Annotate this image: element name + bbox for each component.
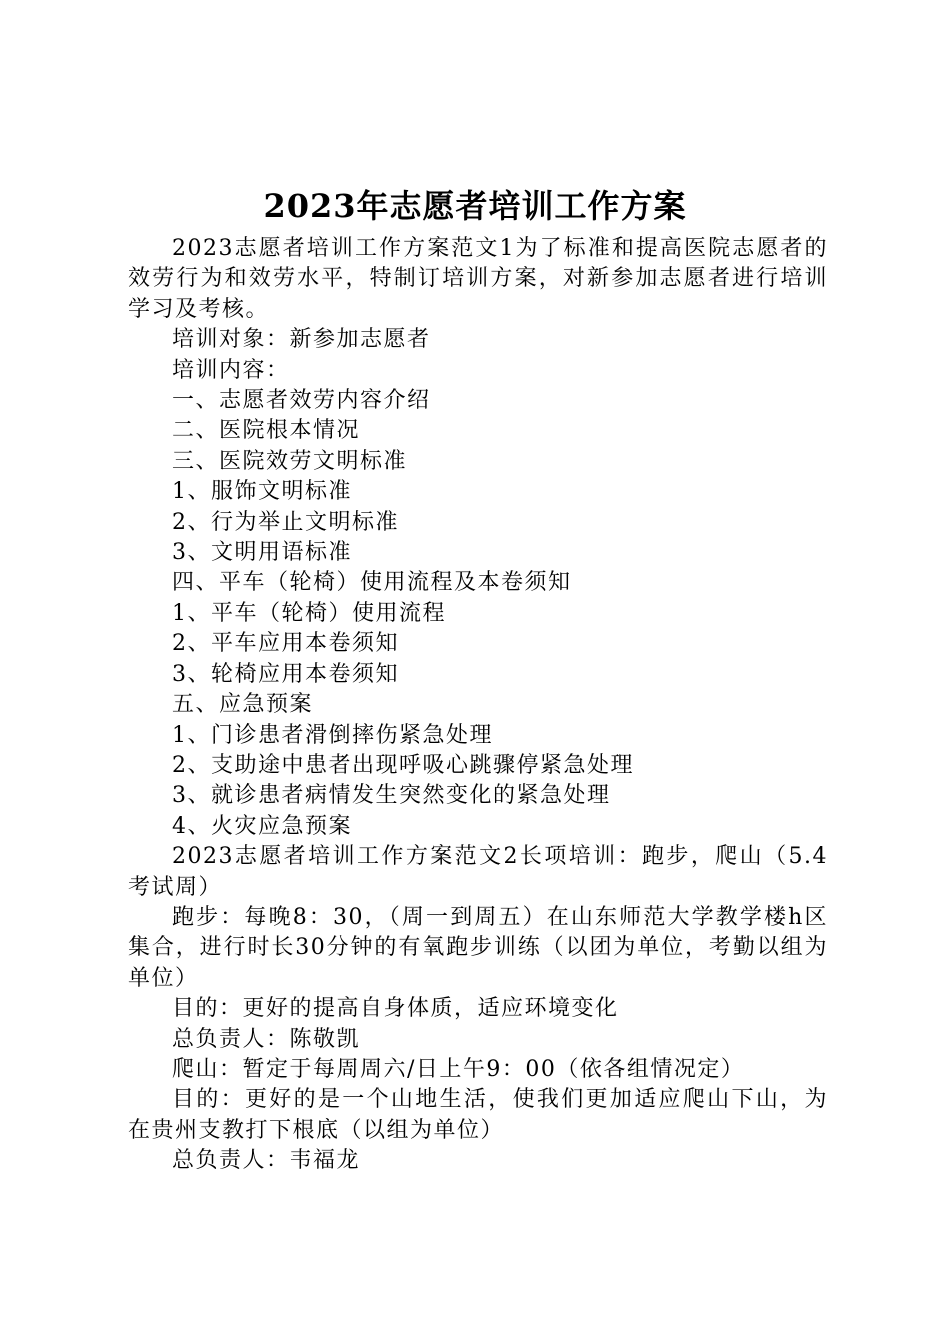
paragraph: 3、就诊患者病情发生突然变化的紧急处理	[172, 783, 611, 809]
paragraph: 2、支助途中患者出现呼吸心跳骤停紧急处理	[172, 752, 634, 778]
paragraph: 3、轮椅应用本卷须知	[172, 661, 399, 687]
paragraph: 培训内容：	[172, 357, 290, 383]
paragraph: 四、平车（轮椅）使用流程及本卷须知	[172, 570, 572, 596]
paragraph: 2023志愿者培训工作方案范文2长项培训：跑步，爬山（5.4考试周）	[128, 844, 828, 900]
paragraph: 1、平车（轮椅）使用流程	[172, 600, 446, 626]
paragraph: 4、火灾应急预案	[172, 813, 352, 839]
paragraph: 三、医院效劳文明标准	[172, 448, 408, 474]
paragraph: 目的：更好的提高自身体质，适应环境变化	[172, 996, 619, 1022]
page-title: 2023年志愿者培训工作方案	[263, 187, 687, 225]
paragraph: 二、医院根本情况	[172, 418, 361, 444]
paragraph: 爬山：暂定于每周周六/日上午9：00（依各组情况定）	[172, 1056, 745, 1082]
paragraph: 培训对象：新参加志愿者	[172, 327, 431, 353]
paragraph: 2、行为举止文明标准	[172, 509, 399, 535]
paragraph: 一、志愿者效劳内容介绍	[172, 388, 431, 414]
paragraph: 总负责人：韦福龙	[172, 1148, 361, 1174]
paragraph: 跑步：每晚8：30，（周一到周五）在山东师范大学教学楼h区集合，进行时长30分钟的有氧跑步训练（以团为单位，考勤以组为单位）	[128, 904, 828, 991]
paragraph: 目的：更好的是一个山地生活，使我们更加适应爬山下山，为在贵州支教打下根底（以组为单位）	[128, 1087, 828, 1143]
paragraph: 3、文明用语标准	[172, 540, 352, 566]
paragraph: 2、平车应用本卷须知	[172, 631, 399, 657]
paragraph: 五、应急预案	[172, 692, 314, 718]
document-body	[128, 234, 828, 1177]
paragraph: 1、服饰文明标准	[172, 479, 352, 505]
paragraph: 1、门诊患者滑倒摔伤紧急处理	[172, 722, 493, 748]
paragraph: 总负责人：陈敬凯	[172, 1026, 361, 1052]
paragraph: 2023志愿者培训工作方案范文1为了标准和提高医院志愿者的效劳行为和效劳水平，特制订培训方案，对新参加志愿者进行培训学习及考核。	[128, 236, 828, 322]
